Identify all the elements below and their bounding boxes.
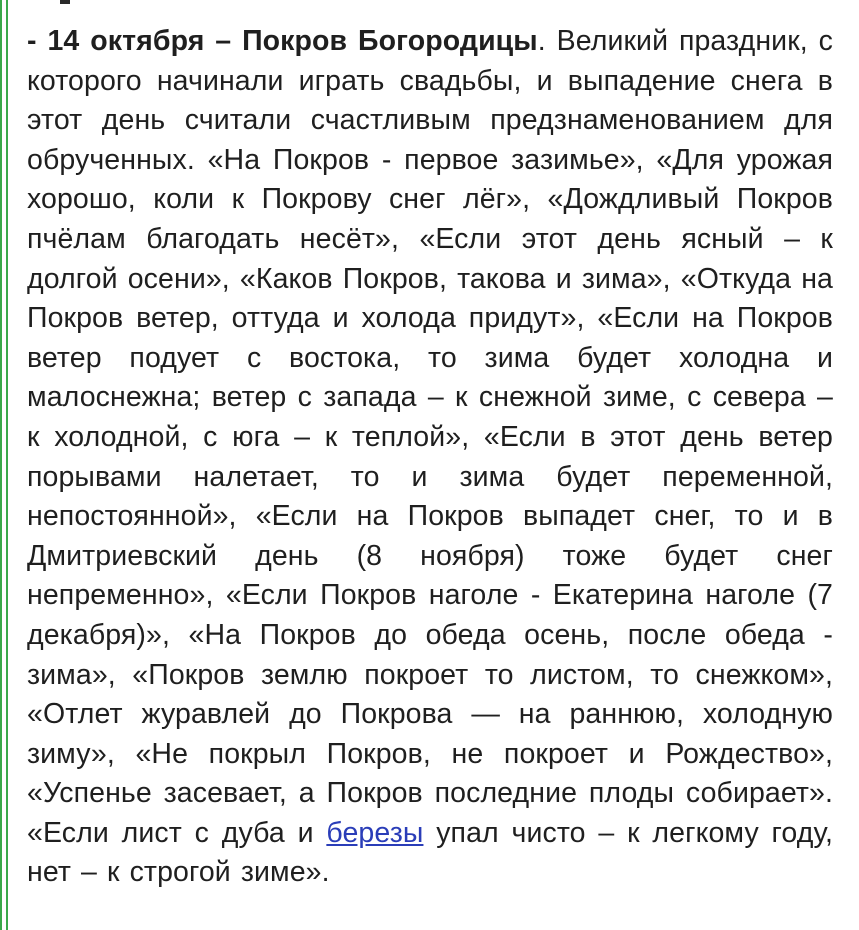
top-cut-text-fragment — [60, 0, 70, 4]
paragraph-text-end: упал чисто – к легкому году, нет – к строгой зиме». — [27, 816, 833, 889]
green-side-border — [0, 0, 8, 930]
holiday-heading: - 14 октября – Покров Богородицы — [27, 25, 538, 57]
paragraph-text: . Великий праздник, с которого начинали играть свадьбы, и выпадение снега в этот день считали счастливым предзнаменованием для обрученных. «На Покров - первое зазимье», «Для урожая хорошо, коли к Покрову снег лёг», «Дождливый Покров пчёлам благодать несёт», «Если этот день ясный – к долгой осени», «Каков Покров, такова и зима», «Откуда на Покров ветер, оттуда и холода придут», «Если на Покров ветер подует с востока, то зима будет холодна и малоснежна; ветер с запада – к снежной зиме, с севера – к холодной, с юга – к теплой», «Если в этот день ветер порывами налетает, то и зима будет переменной, непостоянной», «Если на Покров выпадет снег, то и в Дмитриевский день (8 ноября) тоже будет снег непременно», «Если Покров наголе - Екатерина наголе (7 декабря)», «На Покров до обеда осень, после обеда - зима», «Покров землю покроет то листом, то снежком», «Отлет журавлей до Покрова — на раннюю, холодную зиму», «Не покрыл Покров, не покроет и Рождество», «Успенье засевает, а Покров последние плоды собирает». «Если лист с дуба и — [27, 25, 833, 849]
article-paragraph — [27, 22, 833, 893]
birch-link[interactable]: березы — [326, 816, 424, 849]
